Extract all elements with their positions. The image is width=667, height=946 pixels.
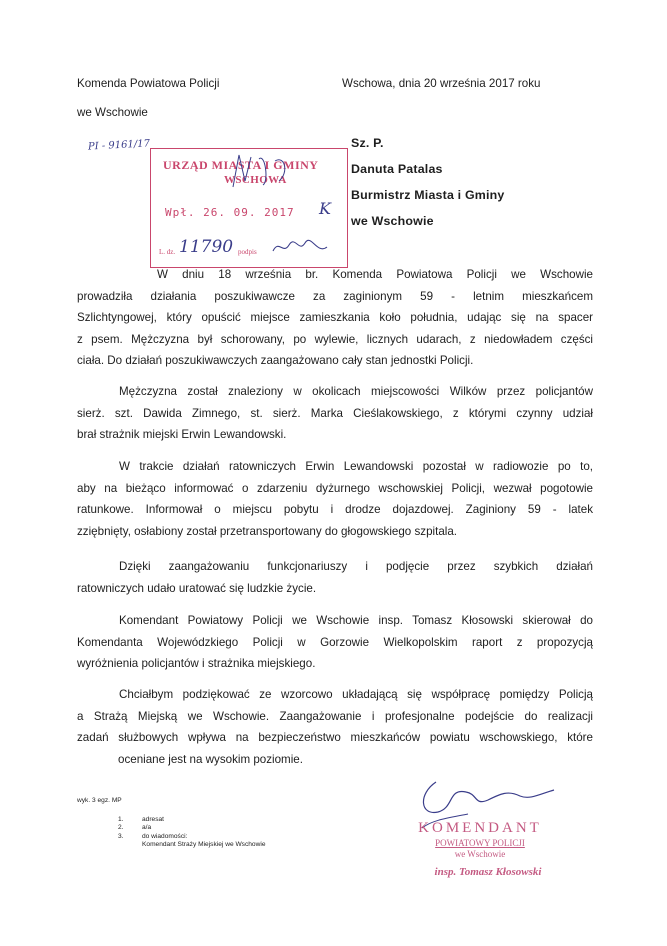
body-line: z psem. Mężczyzna był schorowany, po wylewie, licznych udarach, z niedowładem części <box>77 332 593 346</box>
body-line: Szlichtyngowej, który opuścić miejsce zamieszkania koło południa, udając się na spacer <box>77 311 593 324</box>
stamp-overwrite-scribble <box>229 151 299 191</box>
sender-line-2: we Wschowie <box>77 106 148 119</box>
body-paragraph-1 <box>77 264 593 372</box>
body-paragraph-2 <box>77 381 593 446</box>
stamp-entry-number: 11790 <box>179 237 234 257</box>
registration-stamp <box>150 148 348 268</box>
body-line: W trakcie działań ratowniczych Erwin Lewandowski pozostał w radiowozie po to, <box>119 460 593 473</box>
seal-unit-line-2: we Wschowie <box>454 849 506 859</box>
stamp-office-line-1: URZĄD MIASTA I GMINY <box>163 158 319 172</box>
stamp-office-line-2: WSCHOWA <box>224 174 287 186</box>
body-line: a Strażą Miejską we Wschowie. Zaangażowanie i profesjonalne podejście do realizacji <box>77 709 593 723</box>
handwritten-reference: PI - 9161/17 <box>87 138 151 153</box>
body-line: oceniane jest na wysokim poziomie. <box>118 752 303 766</box>
body-paragraph-5 <box>77 610 593 675</box>
stamp-handwritten-mark: K <box>319 199 331 218</box>
seal-unit-line-1: POWIATOWY POLICJI <box>435 838 525 848</box>
distribution-item: 3. do wiadomości: <box>118 832 188 840</box>
body-line: zadań służbowych wpływa na bezpieczeństwo mieszkańców powiatu wschowskiego, które <box>77 731 593 744</box>
body-line: aby na bieżąco informować o zdarzeniu dyżurnego wschowskiej Policji, wezwał pogotowie <box>77 481 593 495</box>
recipient-name: Danuta Patalas <box>351 162 443 176</box>
body-line: Chciałbym podziękować ze wzorcowo układającą się współpracę pomiędzy Policją <box>119 688 593 701</box>
prepared-note: wyk. 3 egz. MP <box>77 797 122 804</box>
body-line: wyróżnienia policjantów i strażnika miejskiego. <box>77 657 316 670</box>
distribution-list <box>118 816 266 850</box>
place-date: Wschowa, dnia 20 września 2017 roku <box>342 77 541 90</box>
stamp-initials-scribble <box>271 235 331 259</box>
seal-title: KOMENDANT <box>418 820 542 836</box>
stamp-received-date: Wpł. 26. 09. 2017 <box>165 206 295 219</box>
body-paragraph-6 <box>77 684 593 770</box>
seal-name: insp. Tomasz Kłosowski <box>434 866 542 878</box>
body-line: ciała. Do działań poszukiwawczych zaangażowano cały stan jednostki Policji. <box>77 354 474 367</box>
sender-line-1: Komenda Powiatowa Policji <box>77 77 220 90</box>
body-line: prowadziła działania poszukiwawcze za zaginionym 59 - letnim mieszkańcem <box>77 289 593 303</box>
recipient-title: Burmistrz Miasta i Gminy <box>351 188 505 202</box>
stamp-entry-label: L. dz. <box>159 248 176 256</box>
body-line: sierż. szt. Dawida Zimnego, st. sierż. Marka Cieślakowskiego, z którymi czynny udział <box>77 406 593 420</box>
distribution-item: 2. a/a <box>118 824 152 832</box>
body-line: W dniu 18 września br. Komenda Powiatowa Policji we Wschowie <box>157 268 593 281</box>
body-line: ratunkowe. Informował o miejscu pobytu i drodze dojazdowej. Zaginiony 59 - latek <box>77 503 593 516</box>
body-line: Dzięki zaangażowaniu funkcjonariuszy i podjęcie przez szybkich działań <box>119 560 593 573</box>
body-line: Mężczyzna został znaleziony w okolicach miejscowości Wilków przez policjantów <box>119 385 593 398</box>
body-line: brał strażnik miejski Erwin Lewandowski. <box>77 428 287 441</box>
body-line: Komendanta Wojewódzkiego Policji w Gorzowie Wielkopolskim raport z propozycją <box>77 635 593 649</box>
body-paragraph-4 <box>77 556 593 599</box>
recipient-location: we Wschowie <box>351 214 434 228</box>
stamp-signature-label: podpis <box>238 248 257 256</box>
body-paragraph-3 <box>77 456 593 542</box>
body-line: ratowniczych udało uratować się ludzkie życie. <box>77 581 317 595</box>
distribution-item: 1. adresat <box>118 816 164 823</box>
body-line: zziębnięty, osłabiony został przetransportowany do głogowskiego szpitala. <box>77 524 458 538</box>
body-line: Komendant Powiatowy Policji we Wschowie insp. Tomasz Kłosowski skierował do <box>119 614 593 627</box>
distribution-cc-detail: Komendant Straży Miejskiej we Wschowie <box>142 841 266 849</box>
recipient-salutation: Sz. P. <box>351 136 384 150</box>
